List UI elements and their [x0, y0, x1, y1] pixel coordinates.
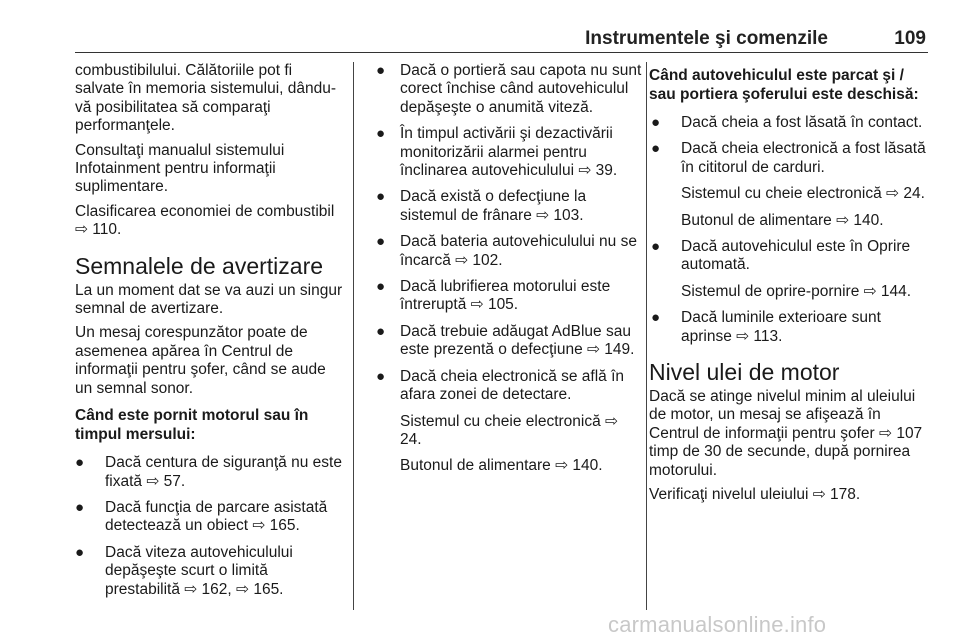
- sub-reference: Sistemul de oprire-pornire ⇨ 144.: [681, 282, 912, 300]
- list-item: ● În timpul activării şi dezactivării monitorizării alarmei pentru înclinarea autovehiculului ⇨ 39.: [376, 125, 618, 180]
- heading-warning-chimes: Semnalele de avertizare: [75, 252, 324, 279]
- column-2: [373, 62, 643, 484]
- paragraph: Dacă se atinge nivelul minim al uleiului de motor, un mesaj se afişează în Centrul de informaţii pentru şofer ⇨ 107 timp de 30 de secunde, după pornirea motorului.: [649, 388, 923, 479]
- bullet-icon: ●: [75, 543, 85, 561]
- paragraph: La un moment dat se va auzi un singur semnal de avertizare.: [75, 281, 343, 318]
- bullet-icon: ●: [376, 322, 386, 340]
- bullet-icon: ●: [376, 367, 386, 385]
- sub-reference: Butonul de alimentare ⇨ 140.: [681, 211, 884, 229]
- paragraph: Clasificarea economiei de combustibil ⇨ 110.: [75, 202, 335, 239]
- bullet-icon: ●: [651, 114, 661, 131]
- column-1: [75, 62, 345, 607]
- heading-engine-oil-level: Nivel ulei de motor: [649, 359, 840, 386]
- list-item: ● Dacă luminile exterioare sunt aprinse ⇨ 113.: [651, 309, 881, 345]
- bullet-icon: ●: [376, 278, 386, 296]
- paragraph: Un mesaj corespunzător poate de asemenea apărea în Centrul de informaţii pentru şofer, când se aude un semnal sonor.: [75, 324, 326, 397]
- bullet-icon: ●: [376, 188, 386, 206]
- list-item: ● Dacă funcţia de parcare asistată detectează un obiect ⇨ 165.: [75, 498, 328, 535]
- sub-reference: Sistemul cu cheie electronică ⇨ 24.: [681, 185, 925, 203]
- list-item: ● Dacă autovehiculul este în Oprire automată. Sistemul de oprire-pornire ⇨ 144.: [649, 238, 934, 301]
- paragraph: combustibilului. Călătoriile pot fi salvate în memoria sistemului, dându-vă posibilitatea să comparaţi performanţele.: [75, 62, 337, 135]
- list-item: ● Dacă cheia electronică a fost lăsată în cititorul de carduri. Sistemul cu cheie electronică ⇨ 24. Butonul de alimentare ⇨ 140.: [649, 140, 934, 230]
- subheading-vehicle-parked: Când autovehiculul este parcat şi / sau portiera şoferului este deschisă:: [649, 67, 919, 103]
- page-header: [75, 22, 928, 53]
- list-item: ● Dacă centura de siguranţă nu este fixată ⇨ 57.: [75, 454, 342, 490]
- column-3: [649, 62, 934, 511]
- bullet-list: [75, 454, 345, 599]
- sub-reference: Butonul de alimentare ⇨ 140.: [400, 457, 603, 475]
- bullet-list: [649, 114, 934, 346]
- section-title: Instrumentele şi comenzile: [585, 28, 828, 49]
- bullet-icon: ●: [651, 140, 661, 158]
- bullet-icon: ●: [376, 233, 386, 251]
- list-item: ● Dacă cheia a fost lăsată în contact.: [651, 114, 923, 131]
- bullet-icon: ●: [75, 498, 85, 516]
- bullet-icon: ●: [651, 238, 661, 256]
- bullet-icon: ●: [651, 309, 661, 327]
- list-item: ● Dacă cheia electronică se află în afara zonei de detectare. Sistemul cu cheie electronică ⇨ 24. Butonul de alimentare ⇨ 140.: [373, 368, 643, 476]
- list-item: ● Dacă o portieră sau capota nu sunt corect închise când autovehiculul depăşeşte o anumită viteză.: [376, 62, 642, 116]
- bullet-icon: ●: [376, 62, 386, 79]
- page-number: 109: [894, 28, 926, 49]
- watermark: carmanualsonline.info: [608, 612, 827, 637]
- bullet-list: [373, 62, 643, 476]
- list-item: ● Dacă bateria autovehiculului nu se încarcă ⇨ 102.: [376, 233, 637, 269]
- list-item: ● Dacă viteza autovehiculului depăşeşte scurt o limită prestabilită ⇨ 162, ⇨ 165.: [75, 543, 293, 598]
- list-item: ● Dacă lubrifierea motorului este întreruptă ⇨ 105.: [376, 278, 611, 314]
- list-item: ● Dacă trebuie adăugat AdBlue sau este prezentă o defecţiune ⇨ 149.: [376, 322, 635, 359]
- paragraph: Verificaţi nivelul uleiului ⇨ 178.: [649, 486, 861, 504]
- column-divider-1: [353, 62, 354, 610]
- column-divider-2: [646, 62, 647, 610]
- bullet-icon: ●: [75, 454, 85, 472]
- list-item: ● Dacă există o defecţiune la sistemul de frânare ⇨ 103.: [376, 188, 587, 224]
- bullet-icon: ●: [376, 125, 386, 143]
- sub-reference: Sistemul cu cheie electronică ⇨ 24.: [400, 412, 619, 448]
- paragraph: Consultaţi manualul sistemului Infotainment pentru informaţii suplimentare.: [75, 141, 285, 196]
- subheading-engine-running: Când este pornit motorul sau în timpul mersului:: [75, 407, 309, 444]
